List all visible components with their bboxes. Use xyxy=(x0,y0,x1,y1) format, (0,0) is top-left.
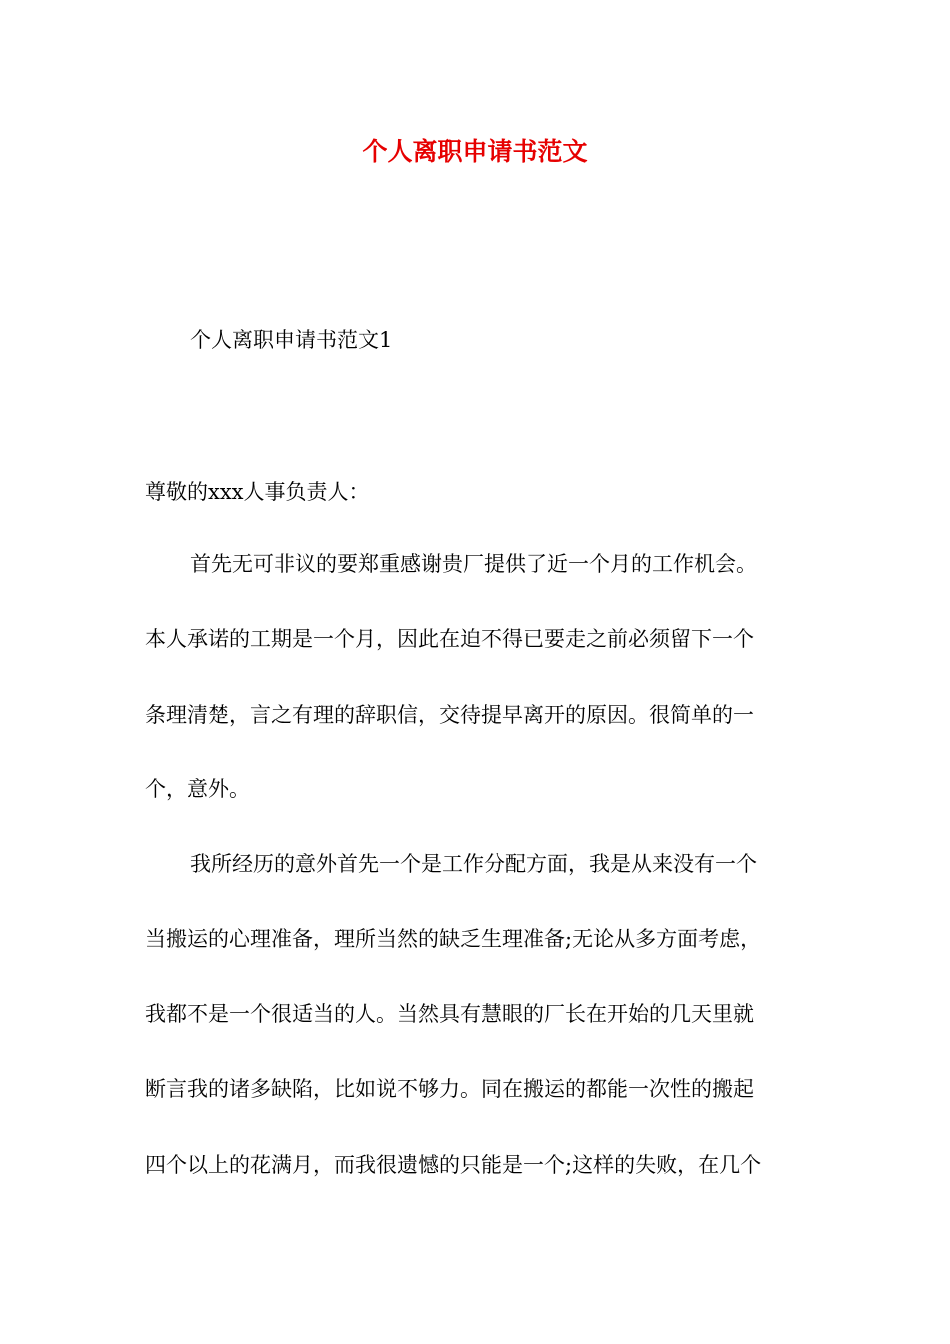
paragraph-line: 当搬运的心理准备，理所当然的缺乏生理准备;无论从多方面考虑， xyxy=(145,927,762,951)
paragraph-line: 首先无可非议的要郑重感谢贵厂提供了近一个月的工作机会。 xyxy=(190,552,757,576)
paragraph-line: 我都不是一个很适当的人。当然具有慧眼的厂长在开始的几天里就 xyxy=(145,1002,754,1026)
paragraph-line: 四个以上的花满月，而我很遗憾的只能是一个;这样的失败，在几个 xyxy=(145,1153,762,1177)
document-title: 个人离职申请书范文 xyxy=(362,137,588,166)
paragraph-line: 本人承诺的工期是一个月，因此在迫不得已要走之前必须留下一个 xyxy=(145,627,754,651)
paragraph-line: 条理清楚，言之有理的辞职信，交待提早离开的原因。很简单的一 xyxy=(145,703,754,727)
paragraph-line: 断言我的诸多缺陷，比如说不够力。同在搬运的都能一次性的搬起 xyxy=(145,1077,754,1101)
paragraph-line: 个，意外。 xyxy=(145,777,250,801)
paragraph-line: 我所经历的意外首先一个是工作分配方面，我是从来没有一个 xyxy=(190,852,757,876)
section-heading: 个人离职申请书范文1 xyxy=(190,328,393,352)
salutation: 尊敬的xxx人事负责人： xyxy=(145,480,370,504)
